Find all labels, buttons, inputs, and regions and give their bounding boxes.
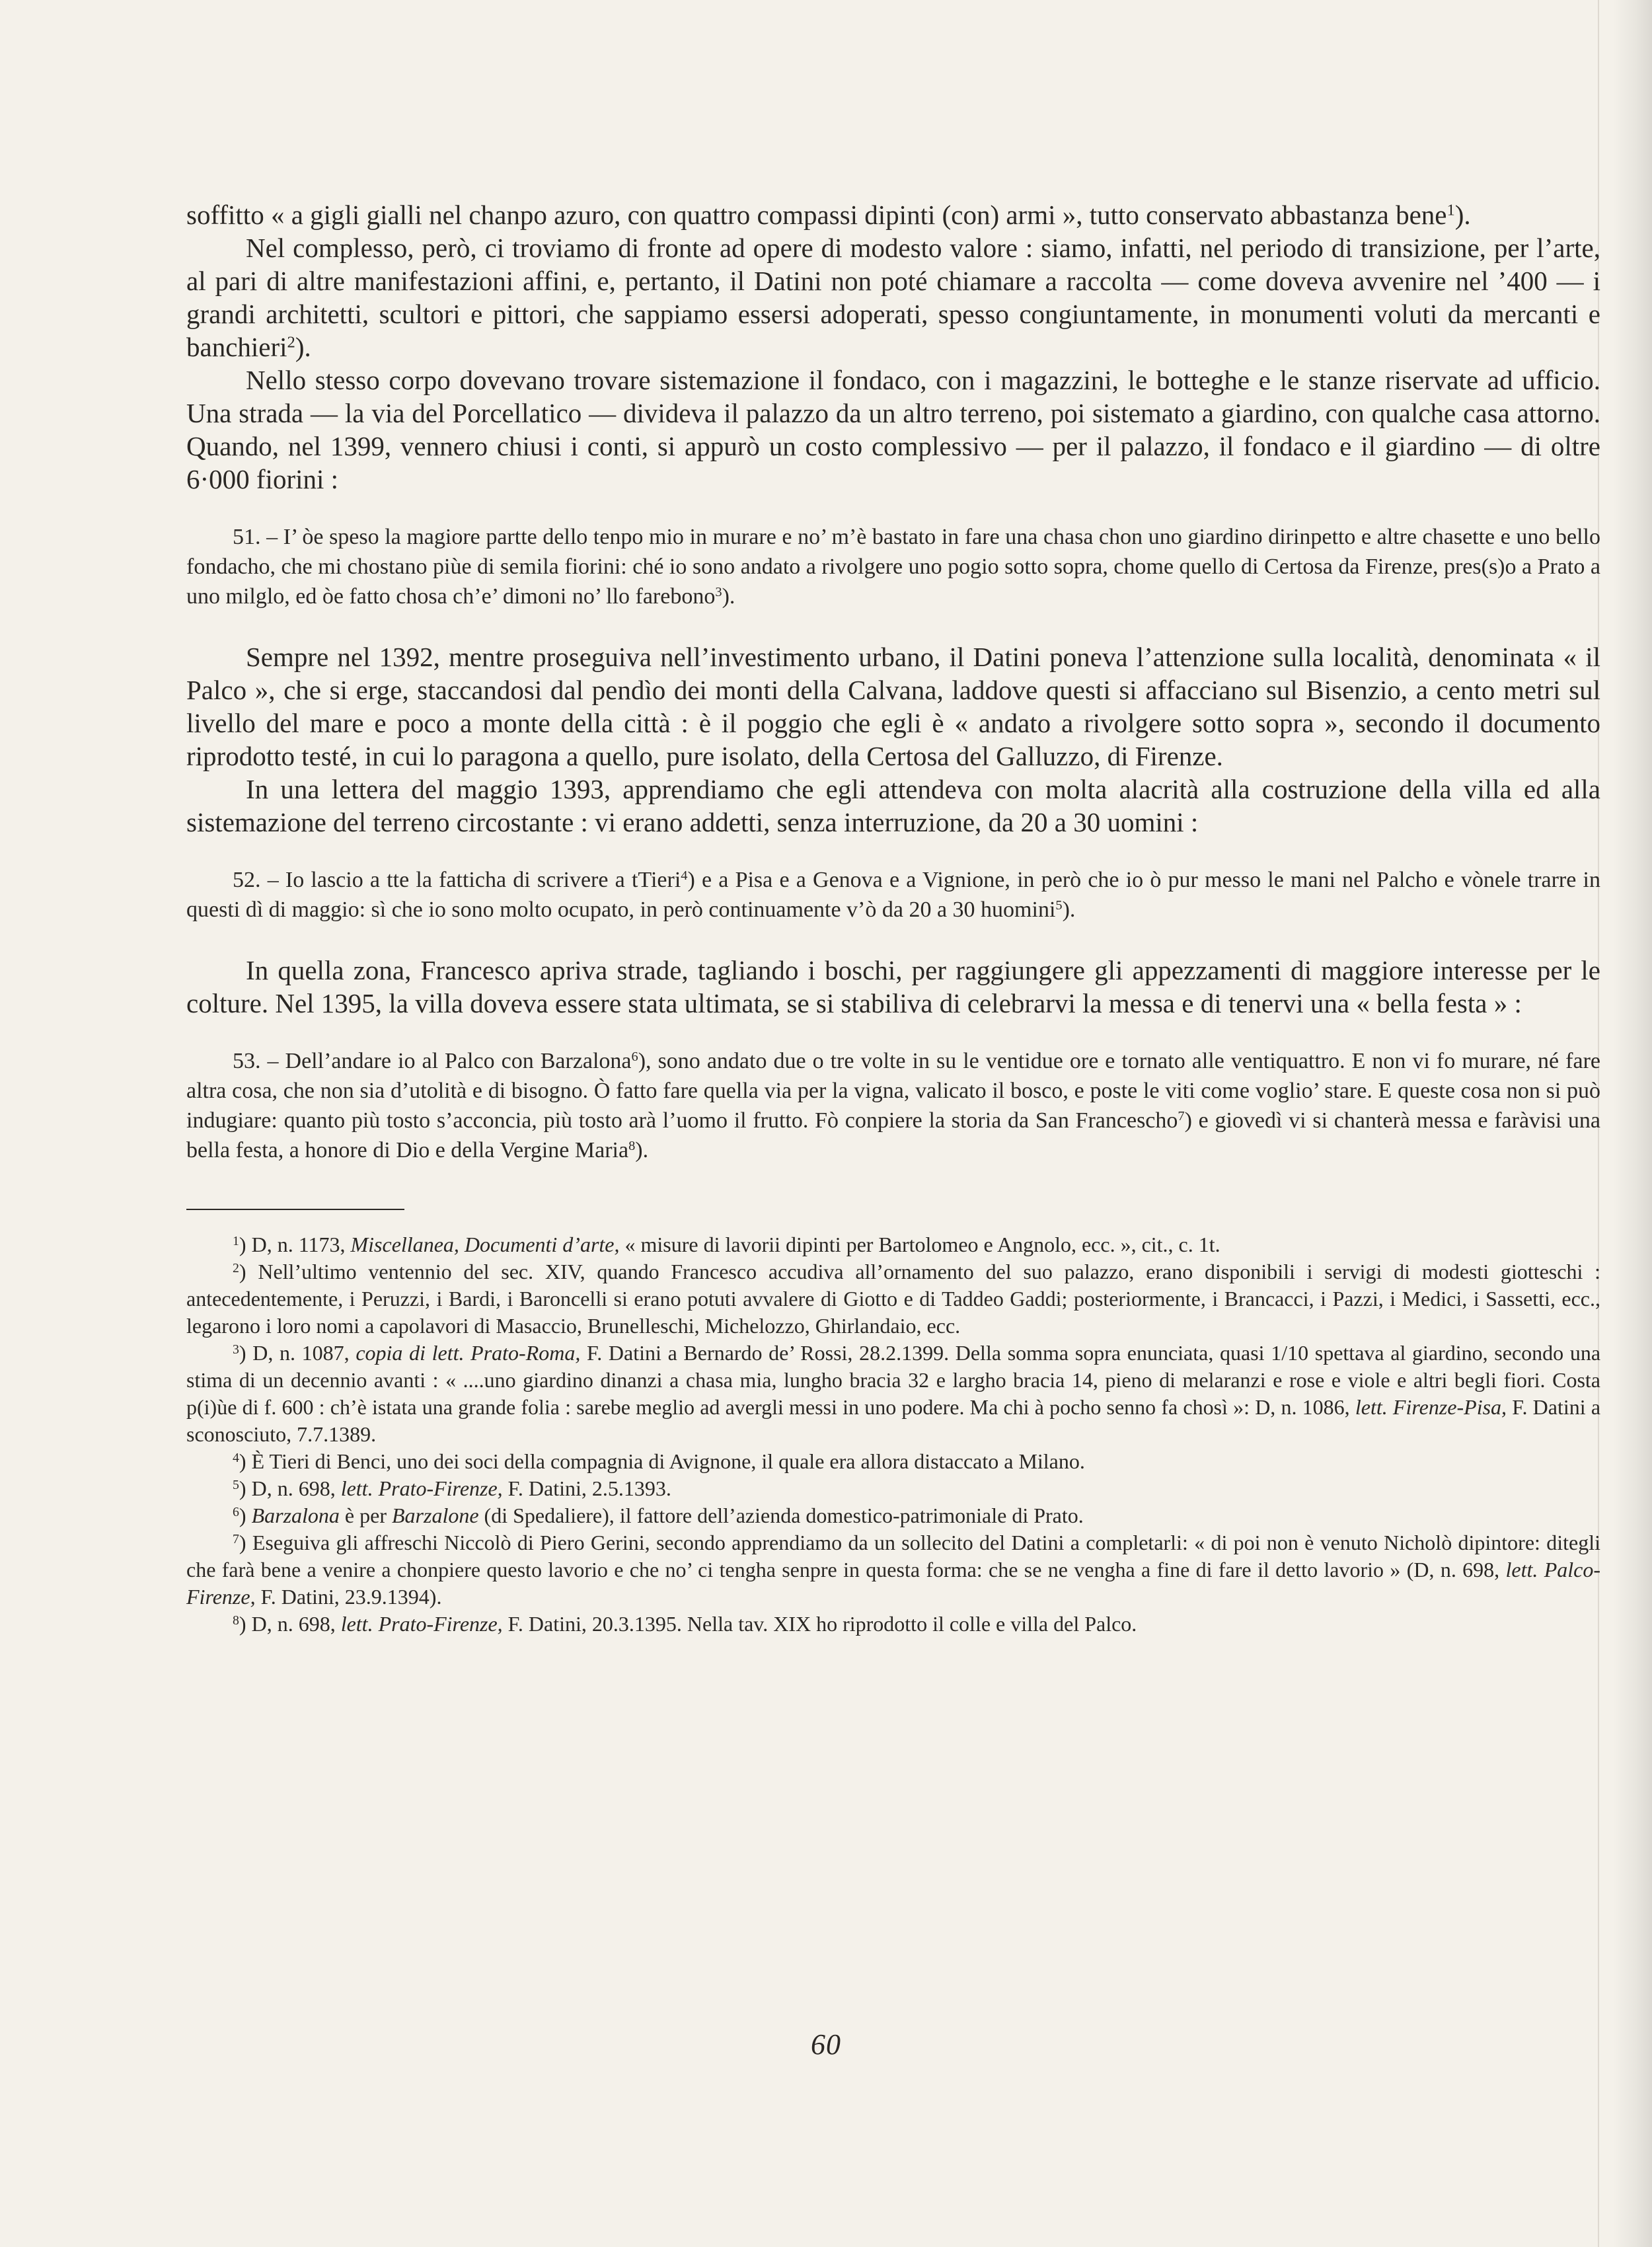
quote-53-end: ). — [635, 1138, 649, 1162]
footnote-8-mark: 8 — [233, 1613, 239, 1628]
footnote-2-mark: 2 — [233, 1261, 239, 1276]
paragraph-1-end: ). — [1454, 200, 1471, 230]
paragraph-5-text: In una lettera del maggio 1393, apprendiamo che egli attendeva con molta alacrità alla costruzione della villa ed alla sistemazione del terreno circostante : vi erano addetti, senza interruzione, da 20 a 30 uomini : — [186, 774, 1600, 837]
footnote-2-text: ) Nell’ultimo ventennio del sec. XIV, quando Francesco accudiva all’ornamento del suo palazzo, erano disponibili i servigi di modesti giotteschi : antecedentemente, i Peruzzi, i Bardi, i Baroncelli si erano potuti avvalere di Giotto e di Taddeo Gaddi; posteriormente, i Brancacci, i Pazzi, i Medici, i Sassetti, ecc., legarono i loro nomi a capolavori di Masaccio, Brunelleschi, Michelozzo, Ghirlandaio, ecc. — [186, 1260, 1600, 1338]
quote-52-text-b: ) e a Pisa e a Genova e a Vignione, in però che io ò pur messo le mani nel Palcho e vònele trarre in questi dì di maggio: sì che io sono molto ocupato, in però continuamente v’ò da 20 a 30 huomini — [186, 868, 1600, 922]
quote-53-text-a: 53. – Dell’andare io al Palco con Barzalona — [233, 1049, 632, 1073]
footnote-4 — [186, 1448, 1600, 1475]
footnote-7-text-a: ) Eseguiva gli affreschi Niccolò di Piero Gerini, secondo apprendiamo da un sollecito del Datini a completarli: « di poi non è venuto Nicholò dipintore: ditegli che farà bene a venire a chonpiere questo lavorio e che no’ ci tengha senpre in questa forma: che se ne vengha a fine di fare il detto lavorio » (D, n. 698, — [186, 1531, 1600, 1581]
footnote-3-title-2: lett. Firenze-Pisa, — [1355, 1395, 1507, 1419]
footnote-1-text-b: « misure di lavorii dipinti per Bartolomeo e Angnolo, ecc. », cit., c. 1t. — [619, 1233, 1220, 1256]
footnote-8 — [186, 1611, 1600, 1638]
footnote-ref-2: 2 — [287, 333, 295, 352]
footnote-ref-3: 3 — [715, 584, 722, 599]
body-text-low — [186, 954, 1600, 1020]
footnote-ref-5: 5 — [1055, 897, 1063, 913]
footnote-6-text-a: ) — [239, 1504, 252, 1527]
footnote-2 — [186, 1258, 1600, 1340]
quote-53 — [186, 1046, 1600, 1165]
page-content — [186, 198, 1600, 1638]
quote-51 — [186, 522, 1600, 611]
paragraph-1 — [186, 198, 1600, 231]
footnote-1-text-a: ) D, n. 1173, — [239, 1233, 351, 1256]
footnote-7 — [186, 1529, 1600, 1611]
footnote-4-text: ) È Tieri di Benci, uno dei soci della compagnia di Avignone, il quale era allora distaccato a Milano. — [239, 1449, 1085, 1473]
quote-52-text-a: 52. – Io lascio a tte la fatticha di scrivere a tTieri — [233, 868, 681, 892]
footnote-ref-4: 4 — [681, 868, 688, 883]
footnote-ref-8: 8 — [628, 1138, 636, 1153]
quote-53-text-c: ) e giovedì vi si chanterà messa e faràvisi una bella festa, a honore di Dio e della Vergine Maria — [186, 1108, 1600, 1162]
footnote-3-title-1: copia di lett. Prato-Roma, — [356, 1341, 581, 1365]
footnote-7-text-b: F. Datini, 23.9.1394). — [255, 1585, 442, 1609]
footnote-6-term-2: Barzalone — [391, 1504, 479, 1527]
footnote-7-title: lett. Palco-Firenze, — [186, 1558, 1601, 1609]
paragraph-6-text: In quella zona, Francesco apriva strade, tagliando i boschi, per raggiungere gli appezzamenti di maggiore interesse per le colture. Nel 1395, la villa doveva essere stata ultimata, se si stabiliva di celebrarvi la messa e di tenervi una « bella festa » : — [186, 955, 1600, 1018]
footnote-5-mark: 5 — [233, 1478, 239, 1493]
footnote-6-text-c: (di Spedaliere), il fattore dell’azienda domestico-patrimoniale di Prato. — [478, 1504, 1084, 1527]
footnote-8-text-b: F. Datini, 20.3.1395. Nella tav. XIX ho riprodotto il colle e villa del Palco. — [502, 1612, 1137, 1636]
quote-51-end: ). — [722, 584, 735, 609]
paragraph-6 — [186, 954, 1600, 1020]
paragraph-3-text: Nello stesso corpo dovevano trovare sistemazione il fondaco, con i magazzini, le botteghe e le stanze riservate ad ufficio. Una strada — la via del Porcellatico — divideva il palazzo da un altro terreno, poi sistemato a giardino, con qualche casa attorno. Quando, nel 1399, vennero chiusi i conti, si appurò un costo complessivo — per il palazzo, il fondaco e il giardino — di oltre 6·000 fiorini : — [186, 365, 1600, 494]
footnote-3-mark: 3 — [233, 1342, 239, 1357]
footnote-4-mark: 4 — [233, 1451, 239, 1466]
footnote-5-title: lett. Prato-Firenze, — [340, 1476, 503, 1500]
paragraph-4-text: Sempre nel 1392, mentre proseguiva nell’investimento urbano, il Datini poneva l’attenzione sulla località, denominata « il Palco », che si erge, staccandosi dal pendìo dei monti della Calvana, laddove questi si affacciano sul Bisenzio, a cento metri sul livello del mare e poco a monte della città : è il poggio che egli è « andato a rivolgere sotto sopra », secondo il documento riprodotto testé, in cui lo paragona a quello, pure isolato, della Certosa del Galluzzo, di Firenze. — [186, 642, 1600, 771]
footnote-7-mark: 7 — [233, 1532, 239, 1547]
paragraph-3 — [186, 363, 1600, 496]
body-text-top — [186, 198, 1600, 496]
paragraph-2 — [186, 231, 1600, 363]
footnote-8-text-a: ) D, n. 698, — [239, 1612, 341, 1636]
footnotes — [186, 1231, 1600, 1638]
footnote-8-title: lett. Prato-Firenze, — [340, 1612, 503, 1636]
footnote-3-text-b: F. Datini a Bernardo de’ Rossi, 28.2.1399. Della somma sopra enunciata, quasi 1/10 spettava al giardino, secondo una stima di un decennio avanti : « ....uno giardino dinanzi a chasa mia, lungho bracia 32 e largho bracia 14, pieno di melaranzi e rose e viole e altri begli fiori. Costa p(i)ùe di f. 600 : ch’è istata una grande folia : sarebe meglio ad avergli messi in uno podere. Ma chi à pocho senno fa chosì »: D, n. 1086, — [186, 1341, 1601, 1419]
footnote-6-text-b: è per — [339, 1504, 392, 1527]
quote-53-text-b: ), sono andato due o tre volte in su le ventidue ore e tornato alle ventiquattro. E non vi fo murare, né fare altra cosa, che non sia d’utolità e di bisogno. Ò fatto fare quella via per la vigna, valicato il bosco, e poste le viti come voglio’ stare. E queste cosa non si può indugiare: quanto più tosto s’acconcia, più tosto arà l’uomo il frutto. Fò conpiere la storia da San Francescho — [186, 1049, 1601, 1133]
paragraph-2-end: ). — [295, 332, 311, 362]
quote-52-end: ). — [1062, 897, 1076, 922]
paragraph-4 — [186, 640, 1600, 773]
footnote-5 — [186, 1475, 1600, 1502]
footnote-3-text-c: F. Datini a sconosciuto, 7.7.1389. — [186, 1395, 1601, 1446]
paragraph-5 — [186, 773, 1600, 839]
quote-51-text: 51. – I’ òe speso la magiore partte dello tenpo mio in murare e no’ m’è bastato in fare una chasa chon uno giardino dirinpetto e altre chasette e uno bello fondacho, che mi chostano piùe di semila fiorini: ché io sono andato a rivolgere uno pogio sotto sopra, chome quello di Certosa da Firenze, pres(s)o a Prato a uno milglo, ed òe fatto chosa ch’e’ dimoni no’ llo farebono — [186, 525, 1600, 609]
footnote-1-title: Miscellanea, Documenti d’arte, — [350, 1233, 620, 1256]
footnote-ref-6: 6 — [631, 1049, 638, 1064]
footnote-3-text-a: ) D, n. 1087, — [239, 1341, 356, 1365]
paragraph-1-text: soffitto « a gigli gialli nel chanpo azuro, con quattro compassi dipinti (con) armi », tutto conservato abbastanza bene — [186, 200, 1447, 230]
quote-52 — [186, 865, 1600, 925]
footnote-6-term-1: Barzalona — [251, 1504, 340, 1527]
footnote-1-mark: 1 — [233, 1234, 239, 1249]
footnote-ref-7: 7 — [1178, 1108, 1185, 1124]
footnote-6-mark: 6 — [233, 1505, 239, 1520]
page-edge-shadow — [1612, 0, 1652, 2247]
page-number: 60 — [811, 2028, 841, 2061]
body-text-mid — [186, 640, 1600, 839]
footnote-5-text-b: F. Datini, 2.5.1393. — [502, 1476, 671, 1500]
paragraph-2-text: Nel complesso, però, ci troviamo di fronte ad opere di modesto valore : siamo, infatti, nel periodo di transizione, per l’arte, al pari di altre manifestazioni affini, e, pertanto, il Datini non poté chiamare a raccolta — come doveva avvenire nel ’400 — i grandi architetti, scultori e pittori, che sappiamo essersi adoperati, spesso congiuntamente, in monumenti voluti da mercanti e banchieri — [186, 233, 1600, 362]
footnote-ref-1: 1 — [1446, 201, 1455, 219]
footnote-1 — [186, 1231, 1600, 1258]
footnote-3 — [186, 1340, 1600, 1448]
footnote-5-text-a: ) D, n. 698, — [239, 1476, 341, 1500]
footnote-6 — [186, 1502, 1600, 1529]
